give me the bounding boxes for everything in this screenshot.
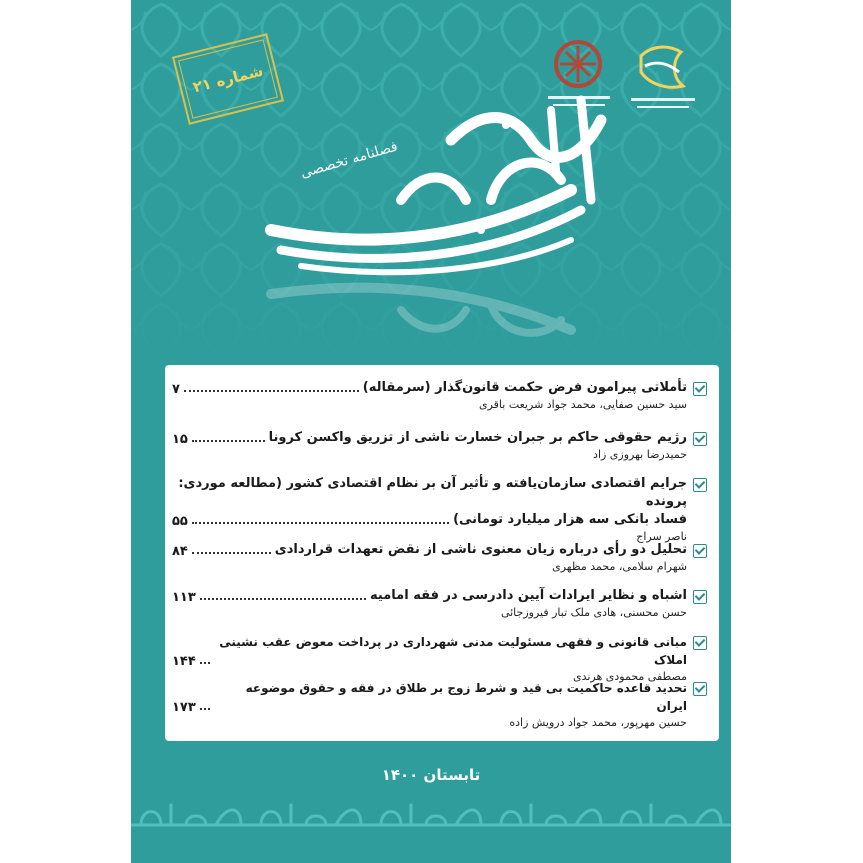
checkbox-icon	[693, 432, 707, 446]
article-title: رژیم حقوقی حاکم بر جبران خسارت ناشی از تزریق واکسن کرونا	[268, 430, 687, 445]
article-title: تحدید قاعده حاکمیت بی قید و شرط زوج بر طلاق در فقه و حقوق موضوعه ایران	[245, 681, 687, 713]
page-number: ۱۴۴	[172, 654, 196, 669]
issue-number: شماره ۲۱	[191, 61, 265, 97]
article-title: اشباه و نظایر ایرادات آیین دادرسی در فقه امامیه	[370, 588, 687, 603]
toc-entry[interactable]	[172, 379, 707, 411]
toc-entry[interactable]	[172, 587, 707, 619]
page-number: ۷	[172, 382, 180, 397]
toc-entry[interactable]	[172, 679, 707, 729]
page-number: ۱۵	[172, 432, 188, 447]
article-title: تأملاتی پیرامون فرض حکمت قانون‌گذار (سرمقاله)	[362, 380, 687, 395]
checkbox-icon	[693, 478, 707, 492]
page-number: ۸۴	[172, 544, 188, 559]
table-of-contents	[165, 365, 719, 741]
toc-entry[interactable]	[172, 475, 707, 543]
article-authors: مصطفی محمودی هرندی	[572, 670, 687, 683]
page-number: ۱۷۳	[172, 700, 196, 715]
publication-season: تابستان ۱۴۰۰	[381, 766, 481, 784]
page-number: ۵۵	[172, 514, 188, 529]
checkbox-icon	[693, 590, 707, 604]
checkbox-icon	[693, 544, 707, 558]
article-title-continued: فساد بانکی سه هزار میلیارد تومانی)	[453, 512, 687, 527]
journal-cover	[131, 0, 731, 863]
article-authors: حسین مهرپور، محمد جواد درویش زاده	[509, 716, 687, 729]
toc-entry[interactable]	[172, 633, 707, 683]
journal-type: فصلنامه تخصصی	[298, 138, 400, 182]
checkbox-icon	[693, 682, 707, 696]
article-title: جرایم اقتصادی سازمان‌یافته و تأثیر آن بر نظام اقتصادی کشور (مطالعه موردی: پرونده	[178, 476, 687, 509]
article-title: مبانی قانونی و فقهی مسئولیت مدنی شهرداری در پرداخت معوض عقب نشینی املاک	[219, 635, 687, 667]
article-title: تحلیل دو رأی درباره زیان معنوی ناشی از نقض تعهدات قراردادی	[274, 542, 687, 557]
article-authors: حمیدرضا بهروزی زاد	[593, 448, 687, 461]
checkbox-icon	[693, 636, 707, 650]
page-number: ۱۱۳	[172, 590, 196, 605]
article-authors: ناصر سراج	[636, 530, 687, 543]
checkbox-icon	[693, 382, 707, 396]
article-authors: سید حسین صفایی، محمد جواد شریعت باقری	[478, 398, 687, 411]
article-authors: حسن محسنی، هادی ملک تبار فیروزجائی	[500, 606, 687, 619]
journal-title-calligraphy	[251, 80, 671, 350]
toc-entry[interactable]	[172, 429, 707, 461]
calligraphic-border	[131, 795, 731, 835]
article-authors: شهرام سلامی، محمد مظهری	[552, 560, 687, 573]
toc-entry[interactable]	[172, 541, 707, 573]
